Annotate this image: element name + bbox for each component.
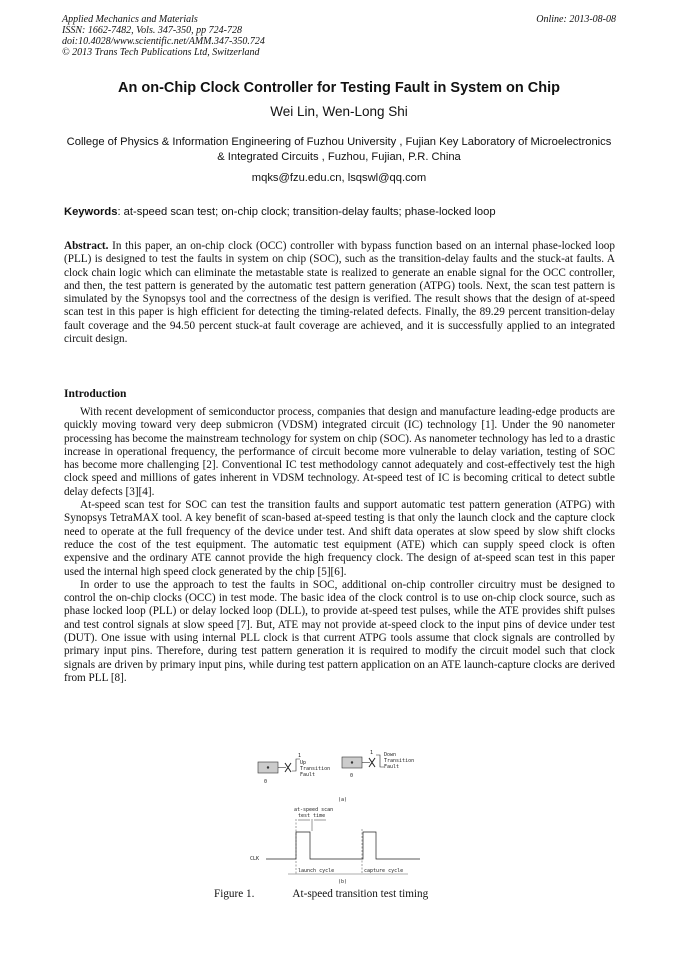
clk-waveform [266,832,420,859]
introduction-body [64,406,615,685]
abstract-text: In this paper, an on-chip clock (OCC) controller with bypass function based on an internal phase-locked loop (PLL) is designed to test the faults in system on chip (SOC), such as the transition-delay faults and the stuck-at faults. A clock chain logic which can eliminate the metastable state is realized to generate an enable signal for the OCC controller, and then, the test pattern is generated by the automatic test pattern generation (ATPG) tools. Next, the scan test pattern is simulated by the Synopsys tool and the correctness of the design is verified. The result shows that the design of at-speed scan test in this paper is high efficient for detecting the timing-related defects. Finally, the 89.29 percent transition-delay fault coverage and the 94.50 percent stuck-at fault coverage are achieved, and it is successfully applied to an integrated circuit design. [64,240,615,346]
affiliation: College of Physics & Information Engineering of Fuzhou University , Fujian Key Laboratory of Microelectronics & Integrated Circuits , Fuzhou, Fujian, P.R. China [66,136,612,163]
keywords-text: : at-speed scan test; on-chip clock; transition-delay faults; phase-locked loop [117,206,496,218]
caption-text: At-speed transition test timing [292,888,429,900]
down-zero-label: 0 [350,773,354,779]
up-cell-dot [267,766,269,768]
intro-paragraph: With recent development of semiconductor process, companies that design and manufacture leading-edge products are quickly moving toward very deep submicron (VDSM) integrated circuit (IC) technology [1]. Under the 90 nanometer processing has become the mainstream technology for system on chip (SOC). As nanometer technology has led to a drastic increase in operational frequency, the performance of circuit become more vulnerable to delay variation, testing of SOC has become more challenging [2]. Conventional IC test methodology cannot adequately and cost-effectively test the high clock speed and millions of gates inherent in VDSM technology. At-speed test of IC is becoming critical to detect subtle delay defects [3][4]. [64,406,615,498]
copyright-line: © 2013 Trans Tech Publications Ltd, Switzerland [62,47,260,58]
keywords-label: Keywords [64,206,118,218]
down-one-label: 1 [370,750,374,756]
up-label-1: Up [300,760,307,766]
up-step-wave [292,759,300,771]
doi-line[interactable]: doi:10.4028/www.scientific.net/AMM.347-350.724 [62,36,265,47]
intro-paragraph: In order to use the approach to test the faults in SOC, additional on-chip controller circuitry must be designed to control the on-chip clocks (OCC) in test mode. The basic idea of the clock control is to use on-chip clock source, such as phase locked loop (PLL) or delay locked loop (DLL), to provide at-speed test pulses, while the ATE provides shift pulses and test control signals at slow speed [7]. But, ATE may not provide at-speed clock to the input pins of device under test (DUT). One issue with using internal PLL clock is that current ATPG tools assume that clock signals are controlled by primary input pins. Therefore, during test pattern generation it is required to modify the circuit model such that clock signals are driven by primary input pins, while during test pattern application on an ATE launch-capture clocks are derived from PLL [8]. [64,578,615,684]
launch-cycle-label: launch cycle [298,868,335,874]
caption-number: Figure 1. [214,888,255,900]
up-one-label: 1 [298,753,302,759]
transition-timing-figure [248,749,432,885]
capture-cycle-label: capture cycle [364,868,404,874]
figure-caption [214,888,428,900]
authors: Wei Lin, Wen-Long Shi [270,104,408,119]
abstract-label: Abstract. [64,240,109,252]
up-label-3: Fault [300,772,316,778]
scan-label-2: test time [298,813,326,819]
up-label-2: Transition [300,766,331,772]
down-step-wave [376,755,384,767]
up-zero-label: 0 [264,779,268,785]
part-a-label: (a) [338,797,348,803]
paper-title: An on-Chip Clock Controller for Testing Fault in System on Chip [118,80,560,96]
down-label-2: Transition [384,758,415,764]
down-label-1: Down [384,752,397,758]
journal-name: Applied Mechanics and Materials [62,14,198,25]
online-date: Online: 2013-08-08 [536,14,616,25]
down-cell-dot [351,761,353,763]
abstract [64,240,615,346]
intro-paragraph: At-speed scan test for SOC can test the transition faults and support automatic test pattern generation (ATPG) with Synopsys TetraMAX tool. A key benefit of scan-based at-speed testing is that only the launch clock and the capture clock need to operate at the full frequency of the device under test. And shift data operates at slow speed by slow shift clocks reduce the cost of the test equipment. The automatic test equipment (ATE) which can supply speed clock is often expensive and the ordinary ATE cannot provide the high frequency clock. The design of at-speed scan test in this paper used the internal high speed clock generated by the chip [5][6]. [64,499,615,578]
clk-label: CLK [250,856,260,862]
introduction-heading: Introduction [64,388,127,400]
journal-header [62,14,265,58]
issn-line: ISSN: 1662-7482, Vols. 347-350, pp 724-728 [62,25,242,36]
scan-label-1: at-speed scan [294,807,334,813]
keywords [64,206,624,218]
author-emails[interactable]: mqks@fzu.edu.cn, lsqswl@qq.com [251,172,427,184]
part-b-label: (b) [338,879,348,885]
down-label-3: Fault [384,764,400,770]
